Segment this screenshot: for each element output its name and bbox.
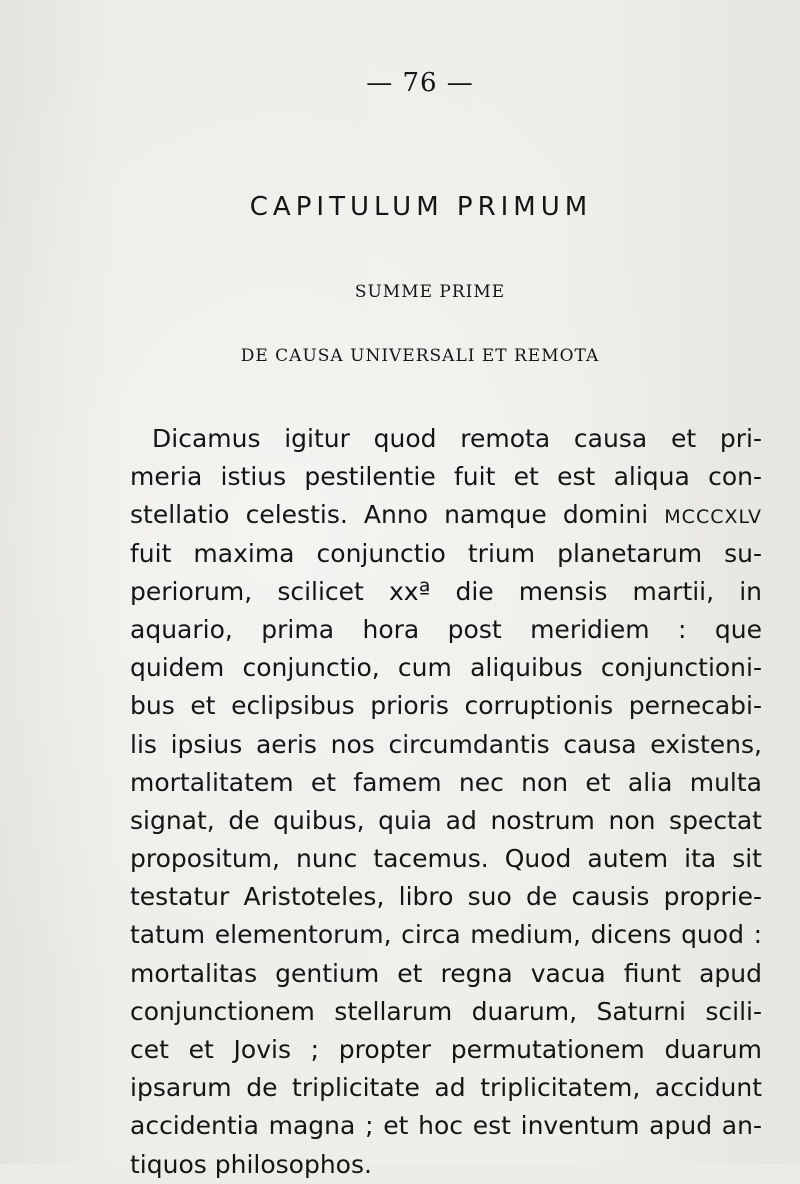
body-paragraph bbox=[130, 420, 762, 1184]
text-line: mortalitas gentium et regna vacua fiunt apud bbox=[130, 958, 762, 988]
text-line: tiquos philosophos. bbox=[130, 1149, 372, 1179]
section-heading: DE CAUSA UNIVERSALI ET REMOTA bbox=[240, 346, 600, 366]
page-number: — 76 — bbox=[366, 68, 474, 98]
text-line: meria istius pestilentie fuit et est aliqua con- bbox=[130, 462, 762, 492]
text-line: accidentia magna ; et hoc est inventum apud an- bbox=[130, 1111, 762, 1141]
text-line: cet et Jovis ; propter permutationem duarum bbox=[130, 1035, 762, 1064]
bleed-through-text bbox=[560, 115, 780, 415]
text-line: fuit maxima conjunctio trium planetarum su- bbox=[130, 538, 762, 568]
text-line: periorum, scilicet xxª die mensis martii, in bbox=[130, 576, 762, 606]
text-line: quidem conjunctio, cum aliquibus conjunctioni- bbox=[130, 653, 762, 683]
text-line: propositum, nunc tacemus. Quod autem ita sit bbox=[130, 844, 762, 874]
text-line: signat, de quibus, quia ad nostrum non spectat bbox=[130, 805, 762, 835]
text-line: tatum elementorum, circa medium, dicens quod : bbox=[130, 920, 762, 950]
text-line: ipsarum de triplicitate ad triplicitatem, accidunt bbox=[130, 1073, 762, 1103]
chapter-title: CAPITULUM PRIMUM bbox=[249, 192, 593, 222]
text-line: testatur Aristoteles, libro suo de causis proprie- bbox=[130, 882, 762, 912]
text-line: aquario, prima hora post meridiem : que bbox=[130, 614, 762, 644]
text-line: stellatio celestis. Anno namque domini MCCCXLV bbox=[130, 500, 762, 530]
text-line: bus et eclipsibus prioris corruptionis pernecabi- bbox=[130, 691, 762, 721]
text-line: lis ipsius aeris nos circumdantis causa existens, bbox=[130, 729, 762, 759]
text-line: mortalitatem et famem nec non et alia multa bbox=[130, 767, 762, 797]
text-line: conjunctionem stellarum duarum, Saturni scili- bbox=[130, 996, 762, 1026]
roman-numeral-year: MCCCXLV bbox=[664, 506, 762, 529]
section-subtitle: SUMME PRIME bbox=[354, 282, 506, 302]
text-line: Dicamus igitur quod remota causa et pri- bbox=[152, 424, 762, 453]
